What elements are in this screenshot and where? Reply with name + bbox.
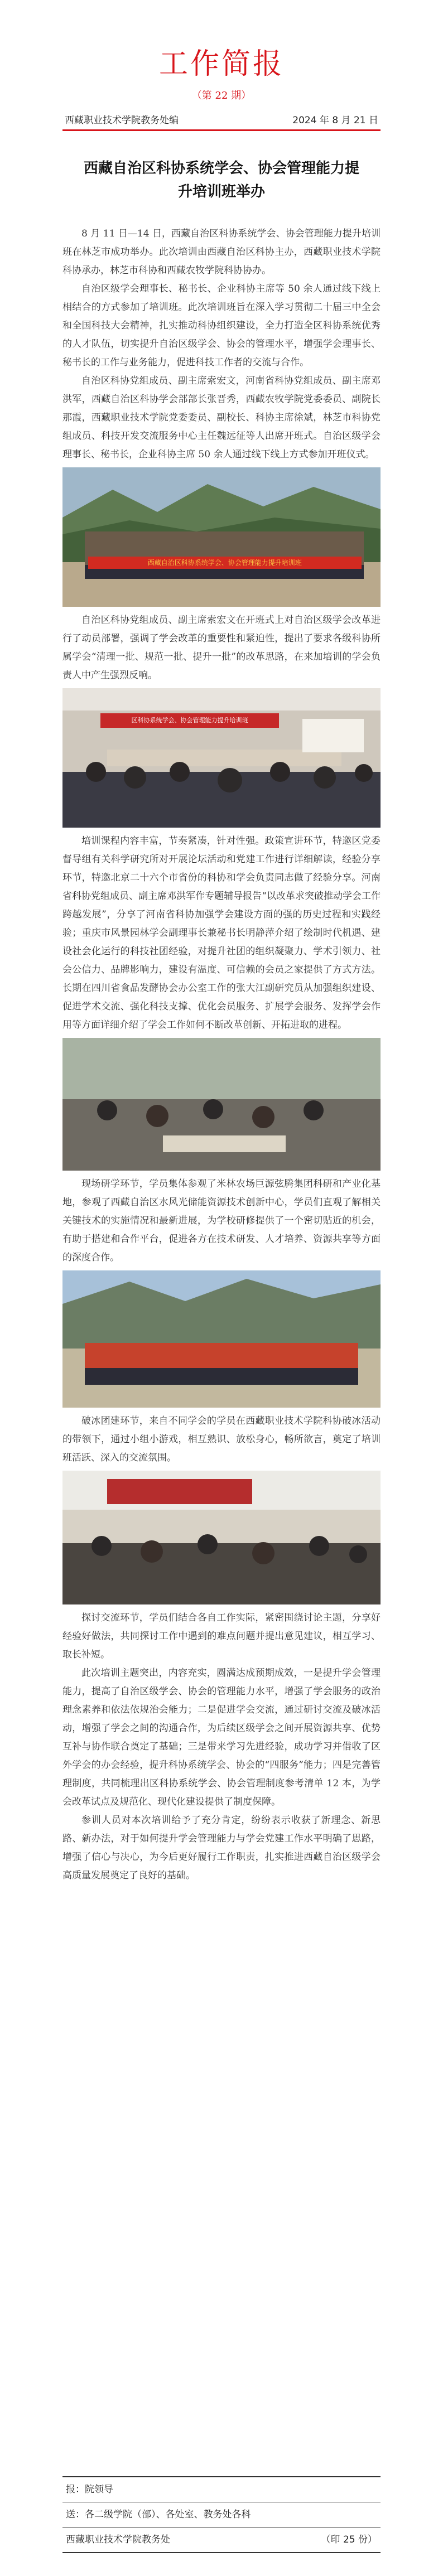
paragraph-attendees: 自治区科协党组成员、副主席索宏文，河南省科协党组成员、副主席邓洪军，西藏自治区科协学会部部长张晋秀，西藏农牧学院党委委员、副院长那霞，西藏职业技术学院党委委员、副校长、科协主席徐斌，林芝市科协党组成员、科技开发交流服务中心主任魏远征等人出席开班式。自治区级学会理事长、秘书长，企业科协主席 50 余人通过线下线上方式参加开班仪式。 — [62, 375, 381, 460]
discussion-photo — [62, 1471, 381, 1604]
submit-to: 报：院领导 — [66, 2484, 113, 2495]
red-divider — [62, 129, 381, 131]
group-photo-outdoor — [62, 467, 381, 607]
meta-row — [62, 112, 381, 126]
paragraph-curriculum: 培训课程内容丰富，节奏紧凑，针对性强。政策宣讲环节，特邀区党委督导组有关科学研究所对开展论坛活动和党建工作进行详细解读，经验分享环节，特邀北京二十六个市省份的科协和学会负责同志做了经验分享。河南省科协党组成员、副主席邓洪军作专题辅导报告“以改革求突破推动学会工作跨越发展”，分享了河南省科协加强学会建设方面的强的历史过程和实践经验；重庆市风景园林学会副理事长兼秘书长明静萍介绍了绘制时代机遇、建设社会化运行的科技社团经验，对提升社团的组织凝聚力、学术引领力、社会公信力、品牌影响力，建设有温度、可信赖的会员之家提供了方式方法。长期在四川省食品发酵协会办公室工作的张大江副研究员从加强组织建设、促进学术交流、强化科技支撑、优化会员服务、扩展学会服务、发挥学会作用等方面详细介绍了学会工作如何不断改革创新、开拓进取的进程。 — [62, 835, 381, 1031]
paragraph-intro: 8 月 11 日—14 日，西藏自治区科协系统学会、协会管理能力提升培训班在林芝市成功举办。此次培训由西藏自治区科协主办，西藏职业技术学院科协承办，林芝市科协和西藏农牧学院科协协办。 — [62, 228, 381, 276]
publish-date: 2024 年 8 月 21 日 — [292, 115, 378, 126]
photo-banner: 西藏自治区科协系统学会、协会管理能力提升培训班 — [88, 557, 362, 569]
paragraph-participants: 自治区级学会理事长、秘书长、企业科协主席等 50 余人通过线下线上相结合的方式参加了培训班。此次培训班旨在深入学习贯彻二十届三中全会和全国科技大会精神，扎实推动科协组织建设，全力打造全区科协系统优秀的人才队伍，切实提升自治区级学会、协会的管理水平，增强学会理事长、秘书长的工作与业务能力，促进科技工作者的交流与合作。 — [62, 283, 381, 368]
article-headline — [62, 157, 381, 204]
headline-line-1: 西藏自治区科协系统学会、协会管理能力提 — [83, 160, 359, 177]
headline-line-2: 升培训班举办 — [177, 183, 265, 200]
meeting-room-photo — [62, 688, 381, 828]
send-to: 送：各二级学院（部）、各处室、教务处各科 — [66, 2509, 251, 2520]
organization: 西藏职业技术学院教务处编 — [65, 115, 179, 126]
publisher: 西藏职业技术学院教务处 — [66, 2534, 170, 2545]
footer-rule-bottom — [62, 2552, 381, 2553]
copy-count: （印 25 份） — [321, 2534, 377, 2545]
publisher-row — [62, 2527, 381, 2552]
paragraph-discussion: 探讨交流环节，学员们结合各自工作实际，紧密围绕讨论主题，分享好经验好做法，共同探讨工作中遇到的难点问题并提出意见建议，相互学习、取长补短。 — [62, 1612, 381, 1660]
paragraph-field-study: 现场研学环节，学员集体参观了米林农场巨源弦腾集团科研和产业化基地，参观了西藏自治区水风光储能资源技术创新中心，学员们直观了解相关关键技术的实施情况和最新进展，为学校研修提供了一个密切贴近的机会，有助于搭建和合作平台，促进各方在技术研发、人才培养、资源共享等方面的深度合作。 — [62, 1178, 381, 1263]
bulletin-title: 工作简报 — [158, 47, 284, 81]
paragraph-outcomes: 此次培训主题突出，内容充实，圆满达成预期成效，一是提升学会管理能力，提高了自治区级学会、协会的管理能力水平，增强了学会服务的政治理念素养和依法依规治会能力；二是促进学会交流，通过研讨交流及破冰活动，增强了学会之间的沟通合作，为后续区级学会之间开展资源共享、优势互补与协作联合奠定了基础；三是带来学习先进经验，成功学习并借收了区外学会的办会经验，提升科协系统学会、协会的“四服务”能力；四是完善管理制度，共同梳理出区科协系统学会、协会管理制度参考清单 12 本，为学会改革试点及规范化、现代化建设提供了制度保障。 — [62, 1668, 381, 1807]
meeting-banner: 区科协系统学会、协会管理能力提升培训班 — [100, 713, 278, 728]
field-study-photo — [62, 1038, 381, 1171]
distribution-footer — [62, 2476, 381, 2553]
paragraph-icebreaker: 破冰团建环节，来自不同学会的学员在西藏职业技术学院科协破冰活动的带领下，通过小组小游戏，相互熟识、放松身心，畅所欲言，奠定了培训班活跃、深入的交流氛围。 — [62, 1415, 381, 1463]
issue-number: （第 22 期） — [191, 90, 252, 102]
paragraph-mobilization: 自治区科协党组成员、副主席索宏文在开班式上对自治区级学会改革进行了动员部署，强调了学会改革的重要性和紧迫性，提出了要求各级科协所属学会“清理一批、规范一批、提升一批”的改革思路，在来加培训的学会负责人中产生强烈反响。 — [62, 615, 381, 681]
paragraph-feedback: 参训人员对本次培训给予了充分肯定，纷纷表示收获了新理念、新思路、新办法，对于如何提升学会管理能力与学会党建工作水平明确了思路，增强了信心与决心，为今后更好履行工作职责，扎实推进西藏自治区级学会高质量发展奠定了良好的基础。 — [62, 1815, 381, 1881]
icebreaker-photo — [62, 1270, 381, 1408]
